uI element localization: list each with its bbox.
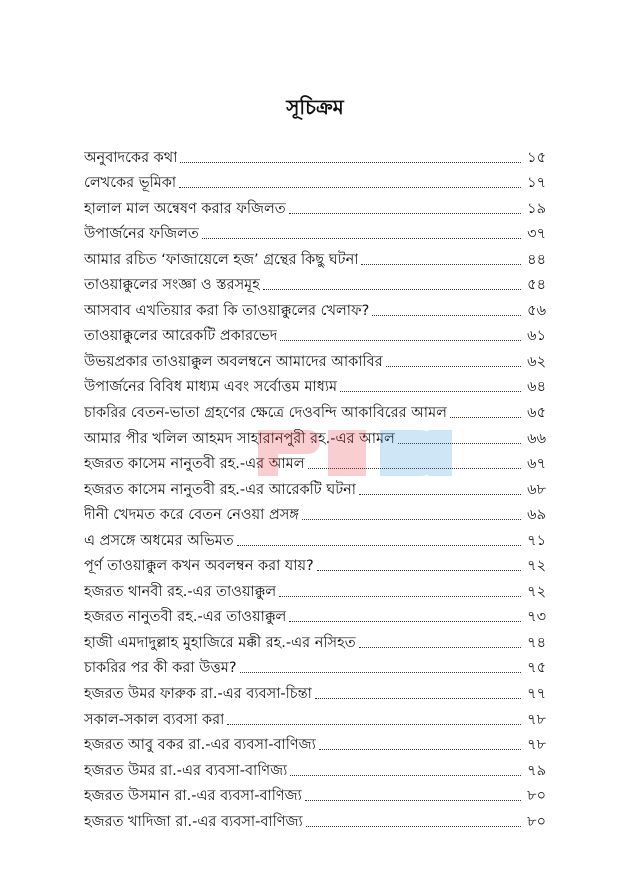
toc-entry (84, 602, 546, 628)
toc-entry (84, 781, 546, 807)
dot-leader (308, 468, 521, 469)
toc-entry-page: ১৯ (527, 200, 546, 217)
dot-leader (386, 366, 521, 367)
dot-leader (372, 315, 521, 316)
dot-leader (202, 238, 521, 239)
dot-leader (227, 724, 521, 725)
toc-entry-page: ৬৮ (527, 481, 546, 498)
toc-entry (84, 270, 546, 296)
toc-entry (84, 806, 546, 832)
dot-leader (302, 519, 521, 520)
toc-entry (84, 627, 546, 653)
dot-leader (305, 800, 521, 801)
toc-entry (84, 244, 546, 270)
toc-entry-title: পূর্ণ তাওয়াক্কুল কখন অবলম্বন করা যায়? (84, 558, 314, 575)
toc-entry-title: হজরত উমর ফারুক রা.-এর ব্যবসা-চিন্তা (84, 686, 312, 703)
toc-entry (84, 193, 546, 219)
dot-leader (289, 621, 521, 622)
toc-entry-title: আসবাব এখতিয়ার করা কি তাওয়াক্কুলের খেলাফ? (84, 302, 370, 319)
toc-entry-title: চাকরির পর কী করা উত্তম? (84, 660, 237, 677)
page-title: সূচিক্রম (286, 95, 344, 119)
toc-entry-title: হজরত নানুতবী রহ.-এর তাওয়াক্কুল (84, 609, 287, 626)
toc-entry-title: তাওয়াক্কুলের আরেকটি প্রকারভেদ (84, 328, 278, 345)
toc-entry-title: চাকরির বেতন-ভাতা গ্রহণের ক্ষেত্রে দেওবন্দি আকাবিরের আমল (84, 405, 447, 422)
toc-entry (84, 397, 546, 423)
toc-entry-title: এ প্রসঙ্গে অধমের অভিমত (84, 532, 234, 549)
dot-leader (340, 391, 521, 392)
toc-entry (84, 474, 546, 500)
toc-entry-title: হজরত উমর রা.-এর ব্যবসা-বাণিজ্য (84, 762, 288, 779)
toc-entry-title: হজরত খাদিজা রা.-এর ব্যবসা-বাণিজ্য (84, 813, 303, 830)
toc-entry (84, 372, 546, 398)
toc-entry (84, 653, 546, 679)
toc-entry-title: হালাল মাল অন্বেষণ করার ফজিলত (84, 200, 286, 217)
dot-leader (279, 596, 521, 597)
toc-entry (84, 423, 546, 449)
toc-entry-page: ৭১ (527, 532, 546, 549)
toc-entry-page: ৭৮ (527, 737, 546, 754)
toc-entry-title: উভয়প্রকার তাওয়াক্কুল অবলম্বনে আমাদের আকাবির (84, 353, 383, 370)
toc-entry-page: ৭২ (527, 583, 546, 600)
toc-entry-page: ৬১ (527, 328, 546, 345)
toc-entry (84, 219, 546, 245)
dot-leader (179, 187, 521, 188)
toc-entry-page: ৫৬ (527, 302, 546, 319)
toc-entry (84, 295, 546, 321)
toc-entry (84, 449, 546, 475)
dot-leader (180, 162, 521, 163)
toc-entry-title: সকাল-সকাল ব্যবসা করা (84, 711, 225, 728)
toc-entry-page: ৬৬ (527, 430, 546, 447)
toc-entry-title: তাওয়াক্কুলের সংজ্ঞা ও স্তরসমূহ (84, 277, 260, 294)
table-of-contents (84, 142, 546, 832)
toc-entry (84, 168, 546, 194)
dot-leader (315, 698, 521, 699)
dot-leader (319, 749, 521, 750)
dot-leader (237, 545, 521, 546)
toc-entry-page: ৬৭ (527, 456, 546, 473)
toc-entry (84, 142, 546, 168)
toc-entry (84, 346, 546, 372)
toc-entry-title: লেখকের ভূমিকা (84, 175, 177, 192)
toc-entry-page: ৪৪ (527, 251, 546, 268)
toc-entry-title: অনুবাদকের কথা (84, 149, 178, 166)
toc-entry-page: ৬২ (527, 353, 546, 370)
toc-entry-page: ৬৪ (527, 379, 546, 396)
toc-entry (84, 321, 546, 347)
toc-entry-title: আমার পীর খলিল আহমদ সাহারানপুরী রহ.-এর আমল (84, 430, 395, 447)
toc-entry-page: ৭২ (527, 558, 546, 575)
toc-entry-page: ৫৪ (527, 277, 546, 294)
toc-entry (84, 755, 546, 781)
toc-entry-page: ৭৮ (527, 711, 546, 728)
toc-entry-title: হাজী এমদাদুল্লাহ মুহাজিরে মক্কী রহ.-এর নসিহত (84, 634, 356, 651)
dot-leader (306, 826, 521, 827)
toc-entry (84, 551, 546, 577)
toc-entry-page: ৩৭ (527, 226, 546, 243)
toc-entry-page: ৭৭ (527, 686, 546, 703)
dot-leader (359, 647, 521, 648)
dot-leader (398, 443, 521, 444)
toc-entry-title: উপার্জনের বিবিধ মাধ্যম এবং সর্বোত্তম মাধ্যম (84, 379, 338, 396)
dot-leader (290, 775, 521, 776)
toc-entry-page: ১৫ (527, 149, 546, 166)
toc-entry (84, 730, 546, 756)
toc-entry-title: উপার্জনের ফজিলত (84, 226, 199, 243)
toc-entry (84, 678, 546, 704)
toc-entry (84, 576, 546, 602)
dot-leader (280, 340, 521, 341)
toc-entry (84, 500, 546, 526)
toc-entry-title: হজরত আবু বকর রা.-এর ব্যবসা-বাণিজ্য (84, 737, 316, 754)
toc-entry-page: ৮০ (527, 788, 546, 805)
dot-leader (317, 570, 521, 571)
dot-leader (359, 494, 521, 495)
toc-entry-title: হজরত কাসেম নানুতবী রহ.-এর আমল (84, 456, 305, 473)
toc-entry-title: আমার রচিত ‘ফাজায়েলে হজ’ গ্রন্থের কিছু ঘটনা (84, 251, 359, 268)
dot-leader (361, 264, 521, 265)
toc-entry (84, 704, 546, 730)
dot-leader (263, 289, 521, 290)
dot-leader (240, 672, 521, 673)
toc-entry-title: হজরত কাসেম নানুতবী রহ.-এর আরেকটি ঘটনা (84, 481, 356, 498)
toc-entry-page: ৮০ (527, 813, 546, 830)
toc-entry-page: ৬৯ (527, 507, 546, 524)
toc-entry-page: ৬৫ (527, 405, 546, 422)
toc-entry-page: ৭৪ (527, 634, 546, 651)
toc-entry-page: ৭৯ (527, 762, 546, 779)
toc-entry-title: হজরত থানবী রহ.-এর তাওয়াক্কুল (84, 583, 277, 600)
toc-entry-page: ৭৩ (527, 609, 546, 626)
toc-entry-title: হজরত উসমান রা.-এর ব্যবসা-বাণিজ্য (84, 788, 302, 805)
toc-entry-page: ১৭ (527, 175, 546, 192)
toc-entry (84, 525, 546, 551)
toc-entry-page: ৭৫ (527, 660, 546, 677)
toc-entry-title: দীনী খেদমত করে বেতন নেওয়া প্রসঙ্গ (84, 507, 299, 524)
dot-leader (450, 417, 521, 418)
dot-leader (289, 213, 521, 214)
